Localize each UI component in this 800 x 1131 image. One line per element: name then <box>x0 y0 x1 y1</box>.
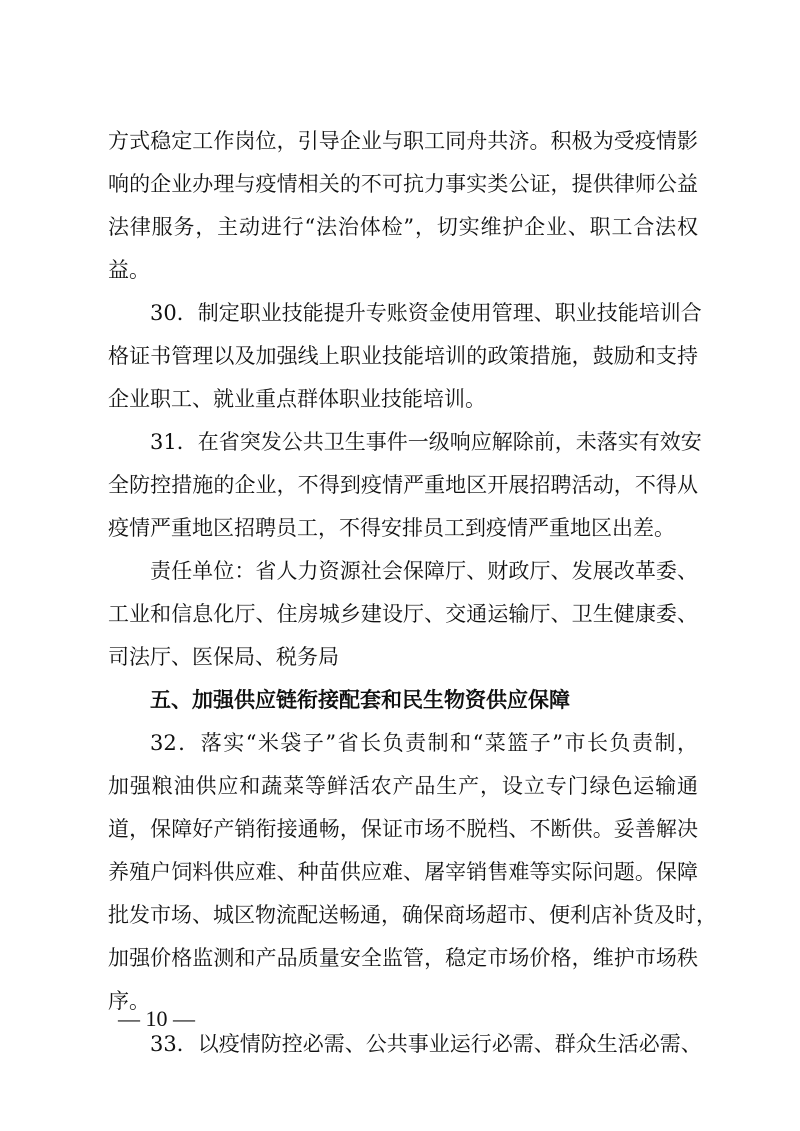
text-line: 加强粮油供应和蔬菜等鲜活农产品生产，设立专门绿色运输通 <box>108 774 698 798</box>
text-line: 养殖户饲料供应难、种苗供应难、屠宰销售难等实际问题。保障 <box>108 860 698 884</box>
text-line: 疫情严重地区招聘员工，不得安排员工到疫情严重地区出差。 <box>108 516 675 540</box>
paragraph <box>108 120 698 292</box>
paragraph <box>108 722 717 1023</box>
section-heading <box>108 679 698 722</box>
text-line: 司法厅、医保局、税务局 <box>108 645 339 669</box>
document-body <box>108 120 717 1066</box>
paragraph <box>108 550 698 679</box>
text-line: 法律服务，主动进行“法治体检”，切实维护企业、职工合法权 <box>108 215 698 239</box>
text-line: 五、加强供应链衔接配套和民生物资供应保障 <box>150 688 570 712</box>
text-line: 批发市场、城区物流配送畅通，确保商场超市、便利店补货及时， <box>108 903 717 927</box>
text-line: 益。 <box>108 258 150 282</box>
text-line: 序。 <box>108 989 150 1013</box>
text-line: 道，保障好产销衔接通畅，保证市场不脱档、不断供。妥善解决 <box>108 817 698 841</box>
page-number: — 10 — <box>118 1006 195 1031</box>
text-line: 31．在省突发公共卫生事件一级响应解除前，未落实有效安 <box>150 430 702 454</box>
text-line: 32．落实“米袋子”省长负责制和“菜篮子”市长负责制， <box>150 731 698 755</box>
paragraph <box>108 1023 702 1066</box>
text-line: 企业职工、就业重点群体职业技能培训。 <box>108 387 486 411</box>
text-line: 30．制定职业技能提升专账资金使用管理、职业技能培训合 <box>150 301 702 325</box>
text-line: 响的企业办理与疫情相关的不可抗力事实类公证，提供律师公益 <box>108 172 698 196</box>
text-line: 责任单位：省人力资源社会保障厅、财政厅、发展改革委、 <box>150 559 698 583</box>
text-line: 33．以疫情防控必需、公共事业运行必需、群众生活必需、 <box>150 1032 702 1056</box>
text-line: 方式稳定工作岗位，引导企业与职工同舟共济。积极为受疫情影 <box>108 129 698 153</box>
text-line: 全防控措施的企业，不得到疫情严重地区开展招聘活动，不得从 <box>108 473 698 497</box>
paragraph <box>108 292 702 421</box>
paragraph <box>108 421 702 550</box>
text-line: 格证书管理以及加强线上职业技能培训的政策措施，鼓励和支持 <box>108 344 698 368</box>
text-line: 加强价格监测和产品质量安全监管，稳定市场价格，维护市场秩 <box>108 946 698 970</box>
text-line: 工业和信息化厅、住房城乡建设厅、交通运输厅、卫生健康委、 <box>108 602 698 626</box>
